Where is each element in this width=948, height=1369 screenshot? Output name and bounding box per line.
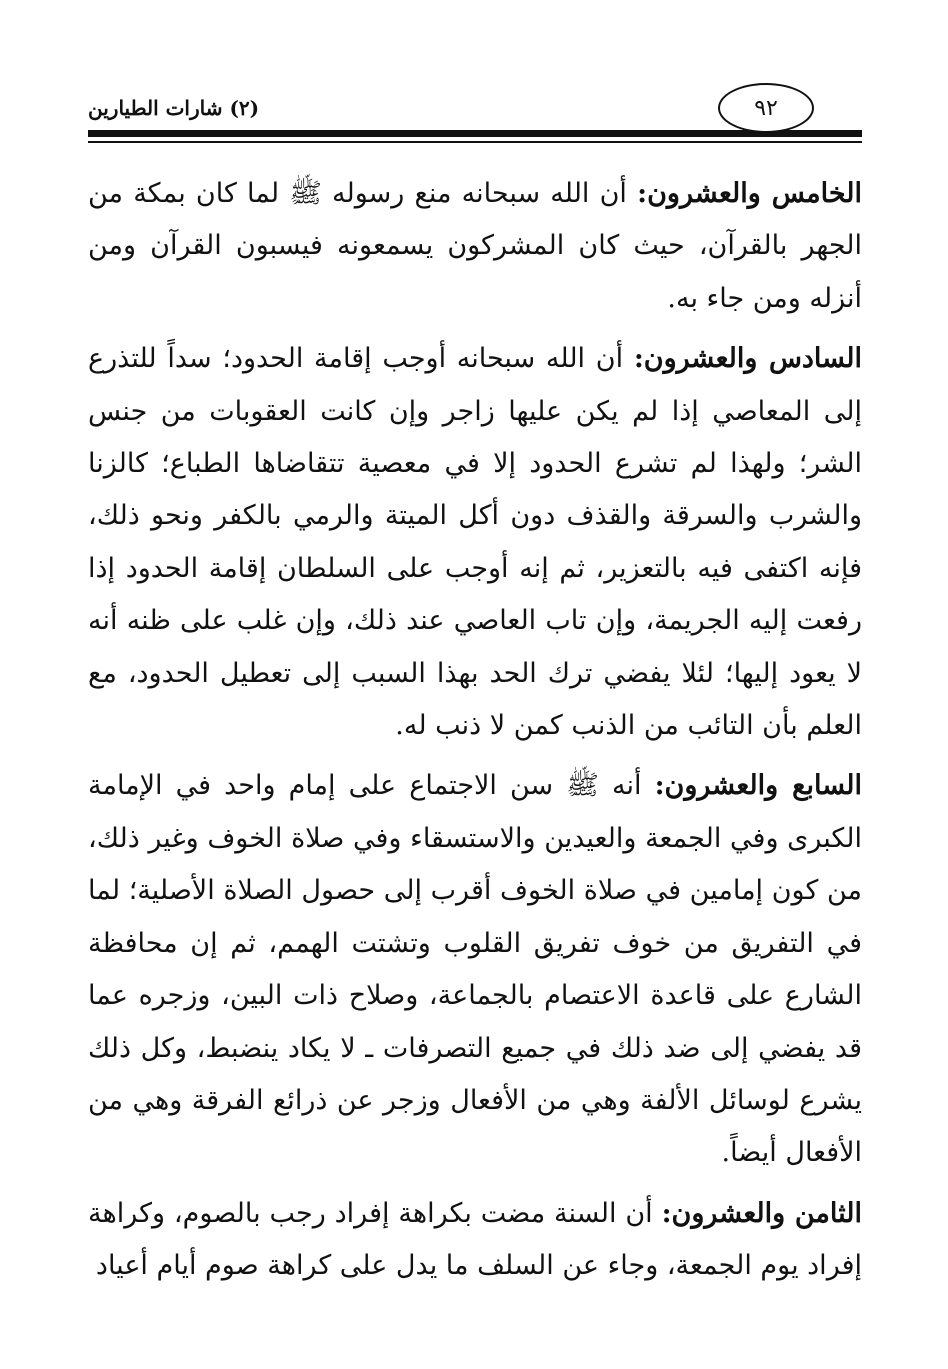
paragraph-heading: الخامس والعشرون: [637, 178, 863, 209]
paragraph-27 [88, 760, 862, 1179]
text-body [88, 168, 862, 1301]
paragraph-heading: الثامن والعشرون: [661, 1197, 862, 1229]
paragraph-text: أن الله سبحانه منع رسوله ﷺ لما كان بمكة من الجهر بالقرآن، حيث كان المشركون يسمعونه فيسبون القرآن ومن أنزله ومن جاء به. [88, 178, 862, 314]
paragraph-25 [88, 168, 862, 325]
page-number: ٩٢ [718, 83, 814, 133]
header-rule-thick [88, 130, 862, 137]
paragraph-text: أنه ﷺ سن الاجتماع على إمام واحد في الإمامة الكبرى وفي الجمعة والعيدين والاستسقاء وفي صلاة الخوف وغير ذلك، من كون إمامين في صلاة الخوف أقرب إلى حصول الصلاة الأصلية؛ لما في التفريق من خوف تفريق القلوب وتشتت الهمم، ثم إن محافظة الشارع على قاعدة الاعتصام بالجماعة، وصلاح ذات البين، وزجره عما قد يفضي إلى ضد ذلك في جميع التصرفات ـ لا يكاد ينضبط، وكل ذلك يشرع لوسائل الألفة وهي من الأفعال وزجر عن ذرائع الفرقة وهي من الأفعال أيضاً. [88, 770, 862, 1169]
paragraph-text: أن الله سبحانه أوجب إقامة الحدود؛ سداً للتذرع إلى المعاصي إذا لم يكن عليها زاجر وإن كانت العقوبات من جنس الشر؛ ولهذا لم تشرع الحدود إلا في معصية تتقاضاها الطباع؛ كالزنا والشرب والسرقة والقذف دون أكل الميتة والرمي بالكفر ونحو ذلك، فإنه اكتفى فيه بالتعزير، ثم إنه أوجب على السلطان إقامة الحدود إذا رفعت إليه الجريمة، وإن تاب العاصي عند ذلك، وإن غلب على ظنه أنه لا يعود إليها؛ لئلا يفضي ترك الحد بهذا السبب إلى تعطيل الحدود، مع العلم بأن التائب من الذنب كمن لا ذنب له. [88, 343, 862, 742]
paragraph-heading: السابع والعشرون: [654, 770, 863, 802]
paragraph-28 [88, 1188, 862, 1293]
page-header [88, 78, 862, 150]
book-title: (٢) شارات الطيارين [88, 96, 260, 120]
paragraph-text: أن السنة مضت بكراهة إفراد رجب بالصوم، وكراهة إفراد يوم الجمعة، وجاء عن السلف ما يدل على كراهة صوم أيام أعياد [88, 1197, 862, 1282]
paragraph-heading: السادس والعشرون: [633, 343, 862, 375]
paragraph-26 [88, 333, 862, 752]
header-rule-thin [88, 141, 862, 143]
